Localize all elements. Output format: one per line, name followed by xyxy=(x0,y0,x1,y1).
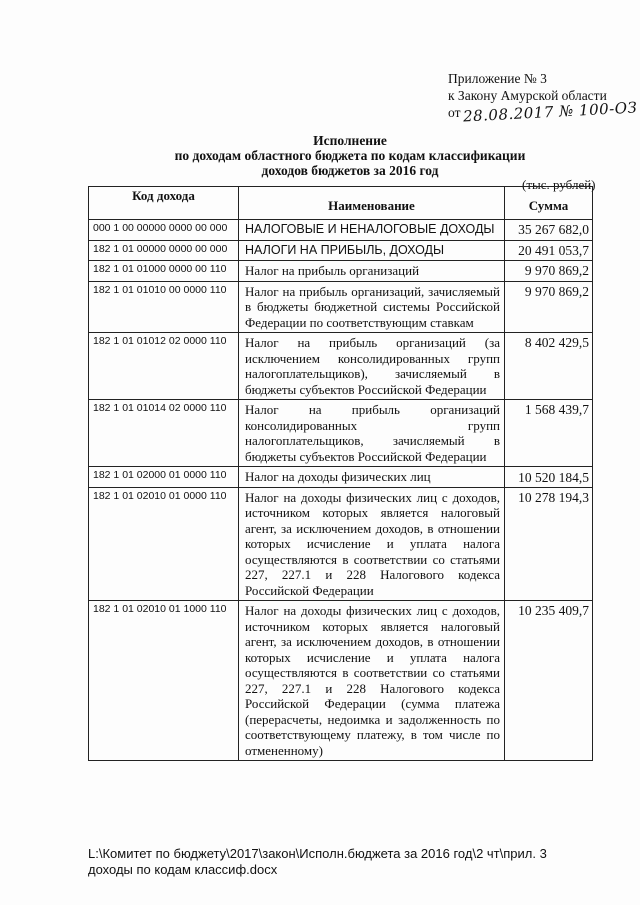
row-sum: 20 491 053,7 xyxy=(505,240,593,261)
row-sum: 8 402 429,5 xyxy=(505,333,593,400)
row-code: 000 1 00 00000 0000 00 000 xyxy=(89,220,239,241)
row-name: НАЛОГИ НА ПРИБЫЛЬ, ДОХОДЫ xyxy=(239,240,505,261)
table-row xyxy=(89,487,593,601)
table-row xyxy=(89,400,593,467)
row-sum: 10 520 184,5 xyxy=(505,467,593,488)
table-row xyxy=(89,261,593,282)
footer-line-1: L:\Комитет по бюджету\2017\закон\Исполн.бюджета за 2016 год\2 чт\прил. 3 xyxy=(88,846,547,861)
row-sum: 10 278 194,3 xyxy=(505,487,593,601)
row-sum: 9 970 869,2 xyxy=(505,261,593,282)
row-name: Налог на прибыль организаций консолидированных групп налогоплательщиков, зачисляемый в бюджеты субъектов Российской Федерации xyxy=(239,400,505,467)
row-code: 182 1 01 01000 0000 00 110 xyxy=(89,261,239,282)
title-line-2: по доходам областного бюджета по кодам классификации xyxy=(174,148,526,163)
file-path-footer xyxy=(88,846,588,878)
row-code: 182 1 01 00000 0000 00 000 xyxy=(89,240,239,261)
row-name: Налог на прибыль организаций xyxy=(239,261,505,282)
row-name: Налог на доходы физических лиц с доходов, источником которых является налоговый агент, за исключением доходов, в отношении которых исчисление и уплата налога осуществляются в соответствии со статьями 227, 227.1 и 228 Налогового кодекса Российской Федерации (сумма платежа (перерасчеты, недоимка и задолженность по соответствующему платежу, в том числе по отмененному) xyxy=(239,601,505,761)
revenue-table xyxy=(88,186,593,761)
row-code: 182 1 01 02010 01 1000 110 xyxy=(89,601,239,761)
appendix-header xyxy=(448,70,639,126)
row-code: 182 1 01 02000 01 0000 110 xyxy=(89,467,239,488)
title-line-1: Исполнение xyxy=(313,133,387,148)
handwritten-date-number: 28.08.2017 № 100-ОЗ xyxy=(463,98,639,126)
table-row xyxy=(89,220,593,241)
appendix-law: к Закону Амурской области xyxy=(448,88,607,103)
table-row xyxy=(89,333,593,400)
row-sum: 35 267 682,0 xyxy=(505,220,593,241)
table-header-row xyxy=(89,187,593,220)
title-line-3: доходов бюджетов за 2016 год xyxy=(261,163,439,178)
row-name: Налог на доходы физических лиц с доходов, источником которых является налоговый агент, за исключением доходов, в отношении которых исчисление и уплата налога осуществляются в соответствии со статьями 227, 227.1 и 228 Налогового кодекса Российской Федерации xyxy=(239,487,505,601)
row-name: НАЛОГОВЫЕ И НЕНАЛОГОВЫЕ ДОХОДЫ xyxy=(239,220,505,241)
table-row xyxy=(89,240,593,261)
row-code: 182 1 01 01012 02 0000 110 xyxy=(89,333,239,400)
document-title xyxy=(140,133,560,178)
header-sum: Сумма xyxy=(505,187,593,220)
row-name: Налог на прибыль организаций, зачисляемый в бюджеты бюджетной системы Российской Федерации по соответствующим ставкам xyxy=(239,281,505,333)
row-name: Налог на доходы физических лиц xyxy=(239,467,505,488)
header-name: Наименование xyxy=(239,187,505,220)
footer-line-2: доходы по кодам классиф.docx xyxy=(88,862,278,877)
row-code: 182 1 01 01010 00 0000 110 xyxy=(89,281,239,333)
row-code: 182 1 01 01014 02 0000 110 xyxy=(89,400,239,467)
appendix-date-prefix: от xyxy=(448,105,461,120)
row-sum: 9 970 869,2 xyxy=(505,281,593,333)
appendix-number: Приложение № 3 xyxy=(448,71,547,86)
row-sum: 10 235 409,7 xyxy=(505,601,593,761)
row-code: 182 1 01 02010 01 0000 110 xyxy=(89,487,239,601)
header-code: Код дохода xyxy=(89,187,239,220)
table-row xyxy=(89,601,593,761)
row-sum: 1 568 439,7 xyxy=(505,400,593,467)
appendix-date-line xyxy=(448,98,639,126)
row-name: Налог на прибыль организаций (за исключением консолидированных групп налогоплательщиков), зачисляемый в бюджеты субъектов Российской Федерации xyxy=(239,333,505,400)
units-label: (тыс. рублей) xyxy=(522,177,596,192)
table-row xyxy=(89,281,593,333)
table-row xyxy=(89,467,593,488)
